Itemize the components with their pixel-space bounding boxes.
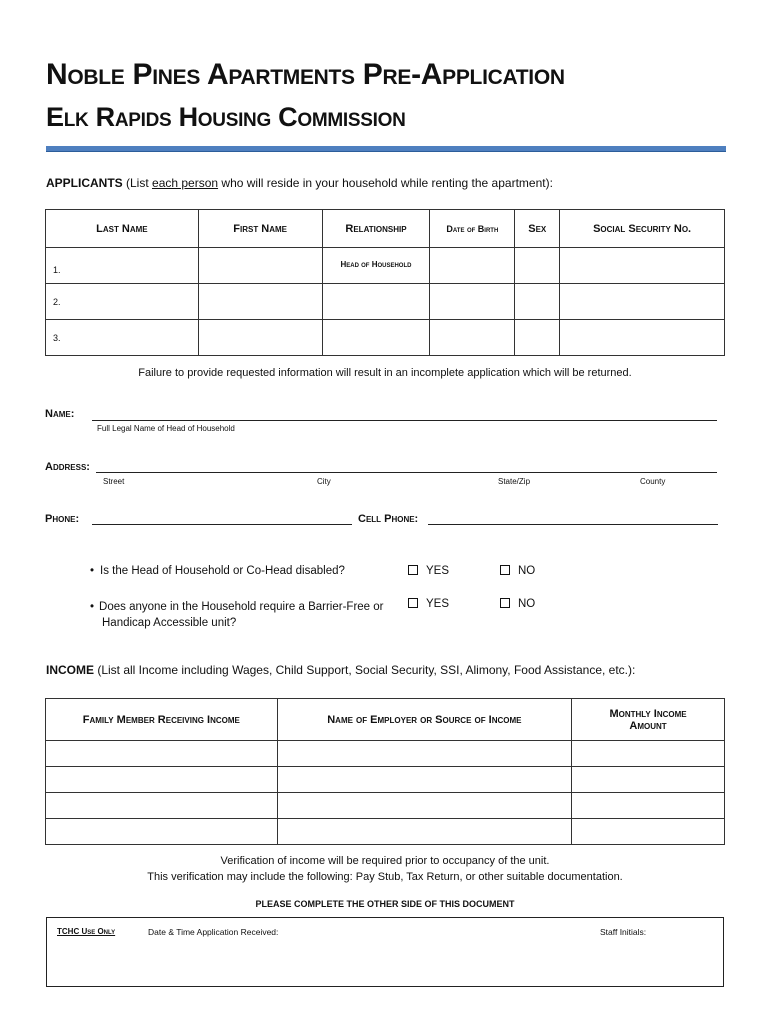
no-label: NO (518, 598, 536, 610)
ssn-cell[interactable] (560, 320, 725, 356)
income-cell[interactable] (46, 793, 278, 819)
row-number: 3. (46, 320, 199, 356)
name-sublabel: Full Legal Name of Head of Household (97, 424, 235, 433)
applicants-desc-pre: (List (122, 176, 153, 190)
state-zip-sublabel: State/Zip (498, 477, 531, 486)
cell-phone-label: Cell Phone: (358, 513, 419, 525)
first-name-cell[interactable] (198, 248, 322, 284)
question-2 (90, 599, 392, 631)
yes-label: YES (426, 598, 450, 610)
ssn-cell[interactable] (560, 284, 725, 320)
col-ssn: Social Security No. (560, 210, 725, 248)
question-1 (90, 565, 390, 577)
row-number: 1. (46, 248, 199, 284)
col-family-member: Family Member Receiving Income (46, 699, 278, 741)
bullet-icon: • (90, 601, 95, 613)
income-cell[interactable] (572, 767, 725, 793)
page-subtitle: Elk Rapids Housing Commission (46, 102, 406, 132)
question-2-yes-option[interactable] (408, 598, 449, 610)
col-date-of-birth: Date of Birth (430, 210, 515, 248)
income-desc: (List all Income including Wages, Child Support, Social Security, SSI, Alimony, Food Assistance, etc.): (94, 663, 636, 677)
dob-cell[interactable] (430, 320, 515, 356)
income-intro (46, 663, 635, 677)
checkbox-icon[interactable] (408, 598, 418, 608)
question-2-text: Does anyone in the Household require a Barrier-Free or Handicap Accessible unit? (99, 601, 384, 629)
ssn-cell[interactable] (560, 248, 725, 284)
checkbox-icon[interactable] (500, 598, 510, 608)
income-cell[interactable] (277, 741, 571, 767)
table-row (46, 767, 725, 793)
question-1-yes-option[interactable] (408, 565, 449, 577)
verification-line-1: Verification of income will be required prior to occupancy of the unit. (220, 855, 550, 867)
applicants-label: APPLICANTS (46, 176, 123, 190)
city-sublabel: City (317, 477, 331, 486)
income-label: INCOME (46, 663, 94, 677)
first-name-cell[interactable] (198, 284, 322, 320)
staff-initials-label: Staff Initials: (600, 927, 647, 937)
name-label: Name: (45, 408, 75, 420)
bullet-icon: • (90, 565, 95, 577)
income-cell[interactable] (46, 767, 278, 793)
income-cell[interactable] (277, 793, 571, 819)
col-employer-source: Name of Employer or Source of Income (277, 699, 571, 741)
relationship-cell[interactable] (322, 320, 430, 356)
income-cell[interactable] (572, 793, 725, 819)
sex-cell[interactable] (515, 320, 560, 356)
first-name-cell[interactable] (198, 320, 322, 356)
income-header-row (46, 699, 725, 741)
dob-cell[interactable] (430, 248, 515, 284)
income-table (45, 698, 725, 845)
table-row (46, 741, 725, 767)
question-1-no-option[interactable] (500, 565, 535, 577)
income-cell[interactable] (572, 741, 725, 767)
col-last-name: Last Name (46, 210, 199, 248)
no-label: NO (518, 565, 536, 577)
name-input-line[interactable] (92, 420, 717, 421)
applicants-desc-post: who will reside in your household while renting the apartment): (218, 176, 553, 190)
table-row (46, 284, 725, 320)
relationship-cell[interactable] (322, 284, 430, 320)
complete-other-side-note: PLEASE COMPLETE THE OTHER SIDE OF THIS DOCUMENT (255, 899, 515, 909)
applicants-table (45, 209, 725, 356)
table-row (46, 793, 725, 819)
phone-input-line[interactable] (92, 524, 352, 525)
col-relationship: Relationship (322, 210, 430, 248)
applicants-intro (46, 176, 553, 190)
county-sublabel: County (640, 477, 666, 486)
col-first-name: First Name (198, 210, 322, 248)
table-row (46, 819, 725, 845)
verification-line-2: This verification may include the following: Pay Stub, Tax Return, or other suitable documentation. (147, 871, 623, 883)
sex-cell[interactable] (515, 284, 560, 320)
col-monthly-amount: Monthly Income Amount (572, 699, 725, 741)
header-rule (46, 146, 726, 152)
table-row (46, 248, 725, 284)
income-cell[interactable] (277, 819, 571, 845)
income-cell[interactable] (46, 819, 278, 845)
income-cell[interactable] (572, 819, 725, 845)
date-received-label: Date & Time Application Received: (148, 927, 279, 937)
address-input-line[interactable] (96, 472, 717, 473)
row-number: 2. (46, 284, 199, 320)
income-cell[interactable] (46, 741, 278, 767)
checkbox-icon[interactable] (408, 565, 418, 575)
col-sex: Sex (515, 210, 560, 248)
applicants-desc-underlined: each person (152, 176, 219, 190)
question-2-no-option[interactable] (500, 598, 535, 610)
checkbox-icon[interactable] (500, 565, 510, 575)
question-1-text: Is the Head of Household or Co-Head disabled? (100, 565, 345, 577)
phone-label: Phone: (45, 513, 80, 525)
street-sublabel: Street (103, 477, 125, 486)
relationship-cell: Head of Household (322, 248, 430, 284)
page-title: Noble Pines Apartments Pre-Application (46, 58, 565, 91)
office-use-label: TCHC Use Only (57, 927, 116, 936)
address-label: Address: (45, 461, 90, 473)
sex-cell[interactable] (515, 248, 560, 284)
warning-text: Failure to provide requested information will result in an incomplete application which will be returned. (138, 367, 632, 379)
applicants-header-row (46, 210, 725, 248)
cell-phone-input-line[interactable] (428, 524, 718, 525)
income-cell[interactable] (277, 767, 571, 793)
table-row (46, 320, 725, 356)
dob-cell[interactable] (430, 284, 515, 320)
yes-label: YES (426, 565, 450, 577)
